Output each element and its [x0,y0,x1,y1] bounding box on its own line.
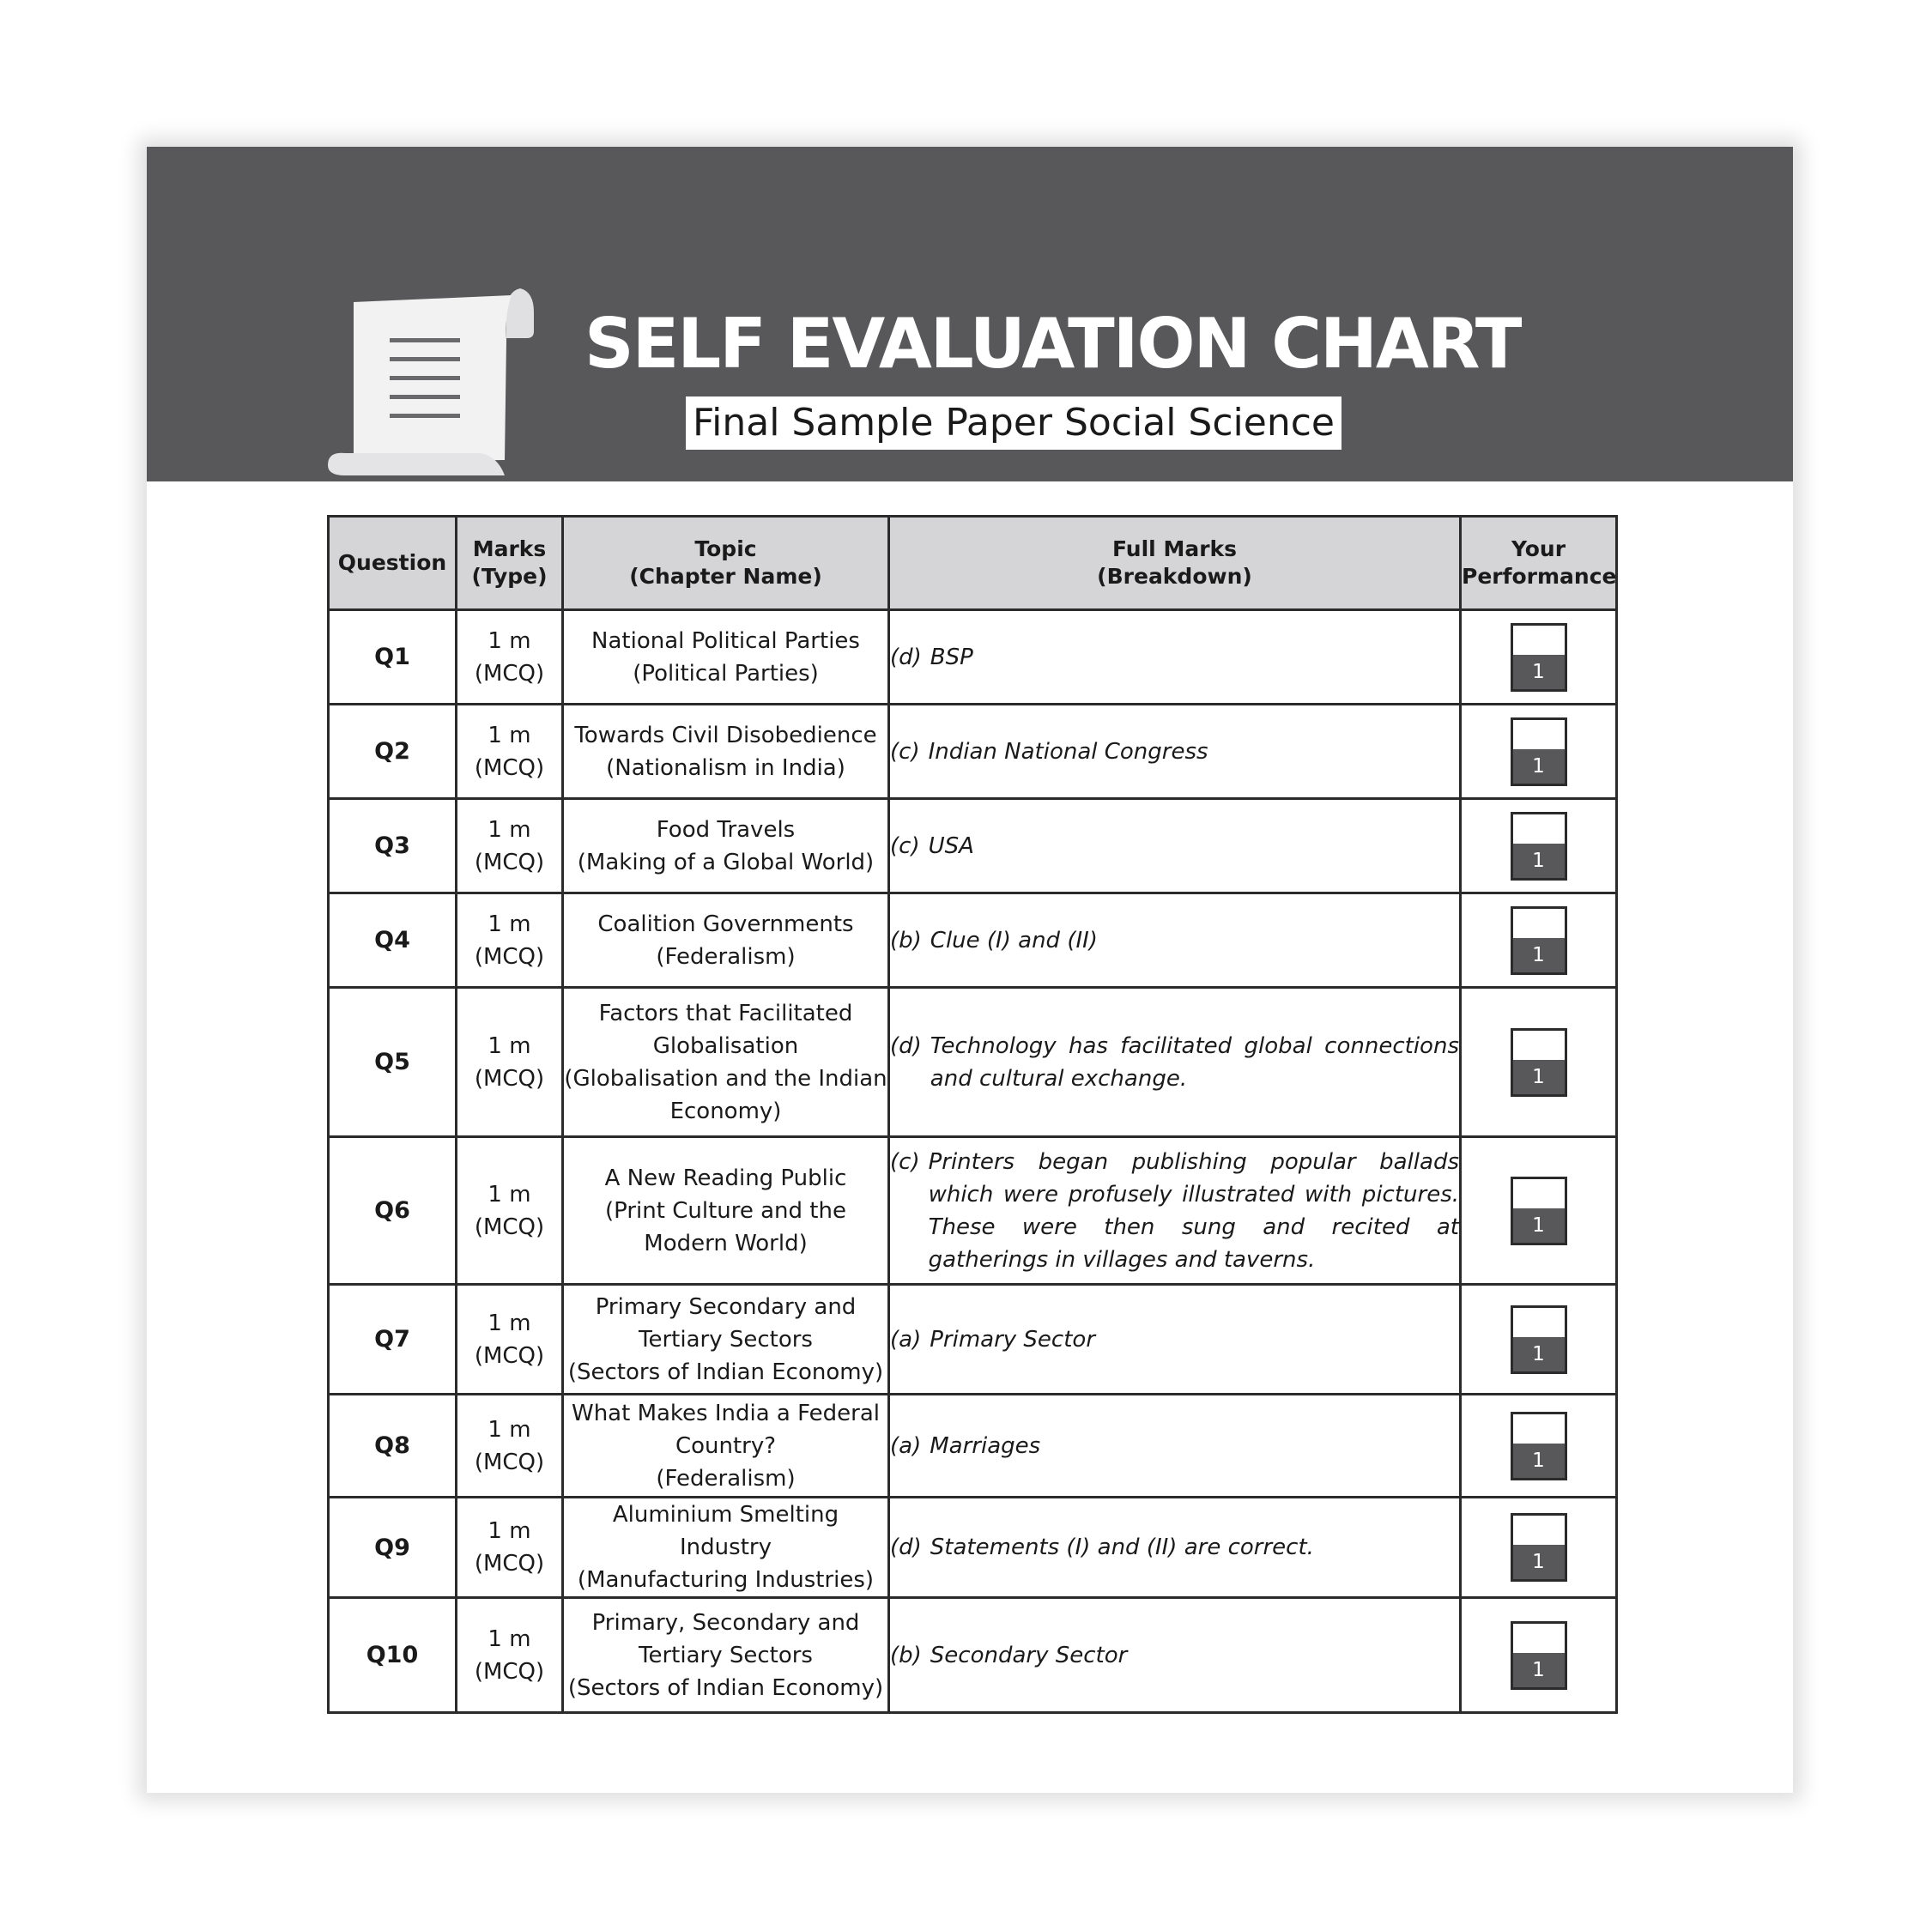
performance-cell [1461,1285,1617,1395]
marks-type: 1 m (MCQ) [457,799,563,893]
question-number: Q5 [329,988,457,1137]
question-number: Q2 [329,705,457,799]
performance-cell [1461,1598,1617,1713]
marks-type: 1 m (MCQ) [457,988,563,1137]
score-value: 1 [1513,749,1565,784]
marks-type: 1 m (MCQ) [457,1598,563,1713]
performance-cell [1461,988,1617,1137]
topic: Factors that Facilitated Globalisation (Globalisation and the Indian Economy) [563,988,889,1137]
full-marks-answer: (a) Primary Sector [889,1285,1461,1395]
score-box[interactable] [1511,1305,1567,1374]
full-marks-answer: (b) Clue (I) and (II) [889,893,1461,988]
score-box[interactable] [1511,812,1567,881]
score-value: 1 [1513,1060,1565,1094]
score-box[interactable] [1511,1513,1567,1582]
performance-cell [1461,705,1617,799]
table-header-row [329,517,1617,610]
topic: What Makes India a Federal Country? (Federalism) [563,1395,889,1498]
col-header-marks: Marks (Type) [457,517,563,610]
score-box[interactable] [1511,717,1567,786]
score-box[interactable] [1511,906,1567,975]
topic: A New Reading Public (Print Culture and the Modern World) [563,1137,889,1285]
table-row [329,893,1617,988]
marks-type: 1 m (MCQ) [457,1498,563,1598]
table-row [329,1395,1617,1498]
table-row [329,799,1617,893]
self-evaluation-table [327,515,1618,1714]
full-marks-answer: (d) Statements (I) and (II) are correct. [889,1498,1461,1598]
full-marks-answer: (c) USA [889,799,1461,893]
question-number: Q4 [329,893,457,988]
score-box[interactable] [1511,623,1567,692]
topic: Aluminium Smelting Industry (Manufacturing Industries) [563,1498,889,1598]
page-title: SELF EVALUATION CHART [584,304,1521,384]
col-header-performance: Your Performance [1461,517,1617,610]
score-value: 1 [1513,1337,1565,1371]
score-value: 1 [1513,1444,1565,1478]
full-marks-answer: (b) Secondary Sector [889,1598,1461,1713]
table-row [329,610,1617,705]
marks-type: 1 m (MCQ) [457,705,563,799]
question-number: Q6 [329,1137,457,1285]
col-header-question: Question [329,517,457,610]
evaluation-card [147,147,1793,1793]
col-header-full-marks: Full Marks (Breakdown) [889,517,1461,610]
question-number: Q3 [329,799,457,893]
table-row [329,1137,1617,1285]
question-number: Q9 [329,1498,457,1598]
score-value: 1 [1513,1208,1565,1243]
score-value: 1 [1513,1653,1565,1687]
question-number: Q7 [329,1285,457,1395]
topic: National Political Parties (Political Parties) [563,610,889,705]
table-row [329,1598,1617,1713]
full-marks-answer: (c) Printers began publishing popular ballads which were profusely illustrated with pictures. These were then sung and recited at gatherings in villages and taverns. [889,1137,1461,1285]
full-marks-answer: (a) Marriages [889,1395,1461,1498]
marks-type: 1 m (MCQ) [457,610,563,705]
performance-cell [1461,893,1617,988]
topic: Primary Secondary and Tertiary Sectors (Sectors of Indian Economy) [563,1285,889,1395]
header-banner [147,147,1793,481]
performance-cell [1461,1137,1617,1285]
table-row [329,705,1617,799]
score-value: 1 [1513,938,1565,972]
topic: Food Travels (Making of a Global World) [563,799,889,893]
page-subtitle: Final Sample Paper Social Science [686,396,1341,450]
col-header-topic: Topic (Chapter Name) [563,517,889,610]
score-box[interactable] [1511,1177,1567,1245]
table-row [329,1498,1617,1598]
full-marks-answer: (d) BSP [889,610,1461,705]
question-number: Q1 [329,610,457,705]
question-number: Q8 [329,1395,457,1498]
performance-cell [1461,799,1617,893]
table-row [329,988,1617,1137]
score-value: 1 [1513,844,1565,878]
marks-type: 1 m (MCQ) [457,1137,563,1285]
topic: Coalition Governments (Federalism) [563,893,889,988]
marks-type: 1 m (MCQ) [457,893,563,988]
full-marks-answer: (d) Technology has facilitated global connections and cultural exchange. [889,988,1461,1137]
performance-cell [1461,1395,1617,1498]
full-marks-answer: (c) Indian National Congress [889,705,1461,799]
performance-cell [1461,610,1617,705]
score-value: 1 [1513,1545,1565,1579]
score-box[interactable] [1511,1621,1567,1690]
scroll-document-icon [323,280,546,494]
topic: Primary, Secondary and Tertiary Sectors (Sectors of Indian Economy) [563,1598,889,1713]
score-box[interactable] [1511,1028,1567,1097]
marks-type: 1 m (MCQ) [457,1285,563,1395]
topic: Towards Civil Disobedience (Nationalism in India) [563,705,889,799]
table-row [329,1285,1617,1395]
score-box[interactable] [1511,1412,1567,1480]
question-number: Q10 [329,1598,457,1713]
performance-cell [1461,1498,1617,1598]
marks-type: 1 m (MCQ) [457,1395,563,1498]
score-value: 1 [1513,655,1565,689]
